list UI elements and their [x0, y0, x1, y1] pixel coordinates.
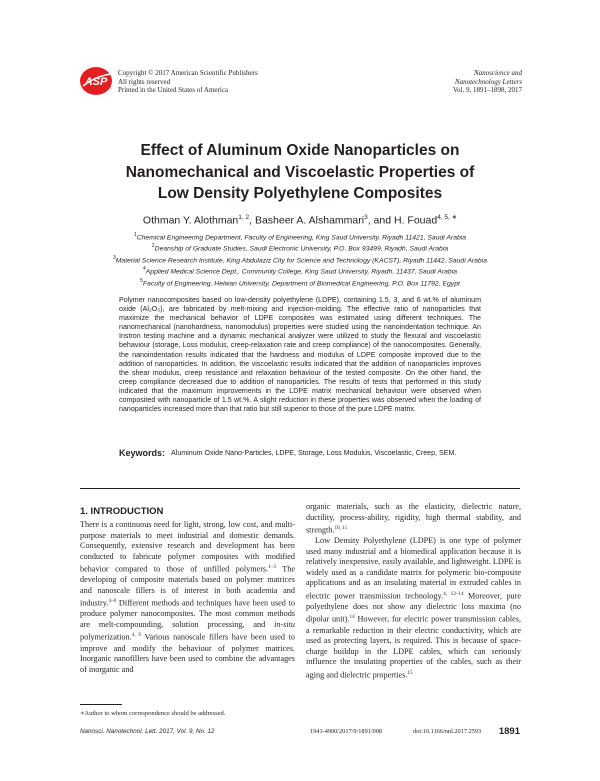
copyright-line: Copyright © 2017 American Scientific Publishers	[118, 69, 258, 77]
title-line: Nanomechanical and Viscoelastic Properties of	[125, 163, 475, 181]
keywords	[119, 449, 481, 458]
logo-text: ASP	[84, 76, 108, 88]
journal-name-line: Nanoscience and	[473, 69, 522, 77]
footer-issn: 1941-4900/2017/9/1891/008	[310, 728, 383, 735]
copyright-line: Printed in the United States of America	[118, 86, 229, 95]
asp-logo-icon	[77, 66, 115, 96]
abstract: Polymer nanocomposites based on low-density polyethylene (LDPE), containing 1.5, 3, and 6 wt.% of aluminum oxide (Al₂O₃), are fabricated by melt-mixing and injection-molding. The effective ratio of nanoparticles that maximize the mechanical behavior of LDPE composites was estimated using different techniques. The nanomechanical (nanohardness, nanomodulus) properties were studied using the nanoindentation technique. An Instron testing machine and a dynamic mechanical analyzer were utilized to study the flexural and viscoelastic behaviour (storage, Loss modulus, creep-relaxation rate and creep compliance) of the nanocomposites. Generally, the nanoindentation results indicated that the hardness and modulus of LDPE composite improved due to the addition of nanoparticles. In addition, the viscoelastic results indicated that the addition of nanoparticles improves the shear modulus, creep resistance and relaxation behaviour of the tested composite. On the other hand, the creep compliance decreased due to addition of nanoparticles. The results of tests that performed in this study indicated that the maximum improvements in the LDPE matrix mechanical behaviour were observed when composited with nanoparticle of 1.5 wt.%. A slight reduction in these properties was observed when the loading of nanoparticles increased more than that ratio but still superior to those of the pure LDPE matrix.	[119, 296, 481, 414]
author-affiliation-mark: 1, 2	[238, 214, 250, 221]
journal-name-line: Nanotechnology Letters	[454, 77, 522, 86]
affiliation-line: $^2$Deanship of Graduate Studies, Saudi Electronic University, P.O. Box 93499, Riyadh, Saudi Arabia	[151, 243, 449, 253]
affiliations	[80, 231, 520, 288]
volume-line: Vol. 9, 1891–1898, 2017	[452, 86, 522, 95]
paper-title	[80, 140, 520, 205]
affiliation-line: $^3$Material Science Research Institute, King Abdulaziz City for Science and Technology (KACST), Riyadh 11442, Saudi Arabia	[112, 254, 488, 265]
keywords-text: Aluminum Oxide Nano-Particles, LDPE, Storage, Loss Modulus, Viscoelastic, Creep, SEM.	[171, 449, 457, 457]
copyright-block	[118, 69, 258, 95]
affiliation-line: $^1$Chemical Engineering Department, Faculty of Engineering, King Saud University, Riyadh 11421, Saudi Arabia	[133, 232, 467, 242]
copyright-line: All rights reserved	[118, 77, 171, 86]
body-paragraph: Low Density Polyethylene (LDPE) is one type of polymer used many industrial and a biomedical application because it is relatively inexpensive, easily available, and lightweight. LDPE is widely used as a candidate matrix for polymeric bio-composite applications and as an insulating material in extruded cables in electric power transmission technology.$^{4, 12-14}$ Moreover, pure polyethylene does not show any dielectric loss maxima (no dipolar unit).$^{14}$ However, for electric power transmission cables, a remarkable reduction in their electric conductivity, which are used as protecting layers, is required. This is because of space-charge buildup in the LDPE cables, which can seriously influence the insulating properties of the cables, such as their aging and dielectric properties.$^{15}$	[306, 536, 522, 680]
body-paragraph: There is a continuous need for light, strong, low cost, and multi-purpose materials to meet industrial and domestic demands. Consequently, extensive research and development has been conducted to fabricate polymer composites with modified behavior compared to those of unfilled polymers.$^{1-3}$ The developing of composite materials based on polymer matrices and nanoscale fillers is of interest in both academia and industry.$^{4-8}$ Different methods and techniques have been used to produce polymer nanocomposites. The most common methods are melt-compounding, solution processing, and in-situ polymerization.$^{4, 9}$ Various nanoscale fillers have been used to improve and modify the behaviour of polymer matrices. Inorganic nanofillers have been used to combine the advantages of inorganic and	[80, 520, 295, 674]
footer-journal: Nanosci. Nanotechnol. Lett. 2017, Vol. 9, No. 12	[80, 728, 215, 735]
affiliation-line: $^5$Faculty of Engineering, Helwan University, Department of Biomedical Engineering, P.O. Box 11792, Egypt	[140, 277, 460, 288]
section-heading: 1. INTRODUCTION	[80, 506, 164, 517]
page-number: 1891	[498, 726, 520, 737]
body-paragraph: organic materials, such as the elasticity, dielectric nature, ductility, process-ability, rigidity, high thermal stability, and strength.$^{10, 11}$	[306, 502, 521, 535]
keywords-label: Keywords:	[119, 448, 166, 458]
footnote: ∗Author to whom correspondence should be addressed.	[80, 710, 226, 717]
footer-doi: doi:10.1166/nnl.2017.2593	[413, 728, 482, 735]
footnote-rule	[80, 704, 122, 705]
affiliation-line: $^4$Applied Medical Science Dept., Community College, King Saud University, Riyadh, 11437, Saudi Arabia	[143, 266, 457, 276]
body-column-left	[80, 520, 295, 675]
author-name: Othman Y. Alothman	[142, 214, 239, 227]
author-affiliation-mark: 4, 5, ∗	[437, 214, 458, 221]
body-column-right	[306, 502, 521, 681]
author-name: and H. Fouad	[373, 214, 438, 227]
journal-info	[453, 69, 522, 95]
section-divider	[80, 488, 520, 489]
author-list: Othman Y. Alothman$^{1, 2}$, Basheer A. Alshammari$^3$, and H. Fouad$^{4, 5, ∗}$	[142, 214, 458, 227]
author-affiliation-mark: 3	[364, 214, 368, 221]
title-line: Effect of Aluminum Oxide Nanoparticles on	[140, 142, 460, 159]
title-line: Low Density Polyethylene Composites	[157, 185, 443, 202]
author-name: Basheer A. Alshammari	[254, 214, 365, 227]
